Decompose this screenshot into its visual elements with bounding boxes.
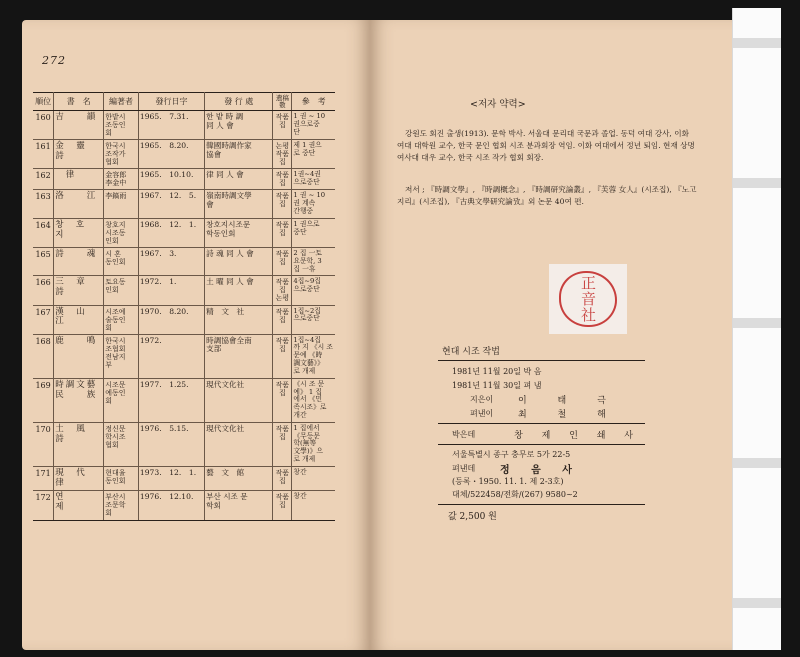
table-cell-title: 연 제 [54,491,104,520]
table-cell-genre: 작품 집 [273,466,292,491]
table-cell-genre: 작품 집 [273,190,292,218]
table-cell-publisher: 韓國時調作家 協會 [205,140,273,169]
table-cell-date: 1970. 8.20. [138,305,204,334]
table-row [33,218,335,247]
table-cell-genre: 작품 집 [273,305,292,334]
table-row [33,140,335,169]
table-row [33,491,335,520]
table-header [33,93,335,111]
table-cell-note: 창간 [292,491,335,520]
table-cell-editor: 현대율 동인회 [104,466,139,491]
table-cell-note: 1 권 ~ 10 권으로중 단 [292,111,335,140]
table-cell-genre: 작품 집 [273,247,292,275]
table-cell-date: 1965. 8.20. [138,140,204,169]
colophon-printer [438,424,645,445]
table-cell-editor: 시 혼 동인회 [104,247,139,275]
table-cell-no: 165 [33,247,54,275]
table-cell-genre: 작품 집 [273,111,292,140]
col-header: 書 名 [54,93,104,111]
table-cell-title: 現 代 律 [54,466,104,491]
table-cell-publisher: 現代文化社 [205,422,273,466]
table-cell-date: 1977. 1.25. [138,378,204,422]
table-cell-editor: 시조예 술동인 회 [104,305,139,334]
table-cell-title: 時調文藝 民 族 [54,378,104,422]
table-cell-note: 1 권 ~ 10 권 계속 간행중 [292,190,335,218]
table-cell-no: 160 [33,111,54,140]
col-header: 發行日字 [138,93,204,111]
table-cell-publisher: 時調協會全南 支部 [205,334,273,378]
author-name: 이 태 극 [518,395,620,406]
table-cell-editor: 한국시 조작가 협회 [104,140,139,169]
table-cell-date: 1976. 12.10. [138,491,204,520]
table-cell-publisher: 창호지시조문 학동인회 [205,218,273,247]
table-cell-date: 1967. 3. [138,247,204,275]
address: 서울특별시 종구 충무로 5가 22-5 [452,450,571,459]
publisher-label: 펴낸데 [452,463,476,473]
table-cell-note: 1권~4권 으로중단 [292,169,335,190]
table-row [33,190,335,218]
table-cell-date: 1968. 12. 1. [138,218,204,247]
table-cell-genre: 작품 집 [273,218,292,247]
table-cell-no: 168 [33,334,54,378]
colophon-publisher [438,445,645,505]
table-cell-note: 제 1 권으 로 중단 [292,140,335,169]
table-cell-title: 漢 山 江 [54,305,104,334]
table-cell-no: 171 [33,466,54,491]
table-cell-editor: 토요동 인회 [104,276,139,305]
registration: (등록・1950. 11. 1. 제 2-3호) [452,477,564,486]
table-cell-note: 창간 [292,466,335,491]
author-row [442,392,641,406]
table-cell-no: 172 [33,491,54,520]
table-cell-date: 1972. 1. [138,276,204,305]
col-header: 遺稿 數 [273,93,292,111]
table-cell-title: 洛 江 [54,190,104,218]
table-cell-publisher: 土 曜 同 人 會 [205,276,273,305]
table-cell-editor: 정신문 학시조 협회 [104,422,139,466]
table-cell-editor: 시조문 예동인 회 [104,378,139,422]
table-cell-no: 161 [33,140,54,169]
table-row [33,334,335,378]
table-cell-publisher: 律 同 人 會 [205,169,273,190]
table-cell-editor: 金容郎 李金中 [104,169,139,190]
printer-label: 박은데 [452,429,476,439]
table-cell-note: 《시 조 문 예》 1 집 에서 《민 족시조》로 개간 [292,378,335,422]
table-row [33,111,335,140]
price: 값 2,500 원 [448,512,497,522]
table-row [33,305,335,334]
table-cell-editor: 한국시 조협회 전남지 부 [104,334,139,378]
table-cell-editor: 부산시 조문학 회 [104,491,139,520]
publisher-person-row [442,406,641,420]
table-cell-note: 1집~2집 으로중단 [292,305,335,334]
table-row [33,169,335,190]
table-cell-note: 1 집에서 《무등문 학(無等 文學)》으 로 개제 [292,422,335,466]
publisher-name: 정 음 사 [500,464,581,476]
table-cell-no: 162 [33,169,54,190]
table-cell-note: 1 권으로 중단 [292,218,335,247]
seal-text: 正音社 [579,275,597,323]
table-cell-no: 166 [33,276,54,305]
table-row [33,247,335,275]
table-cell-title: 詩 魂 [54,247,104,275]
col-header: 參 考 [292,93,335,111]
author-label: 지은이 [470,394,494,404]
table-cell-no: 167 [33,305,54,334]
table-cell-genre: 논평 작품 집 [273,140,292,169]
table-cell-publisher: 現代文化社 [205,378,273,422]
author-heading: <저자 약력> [470,99,526,110]
col-header: 編著者 [104,93,139,111]
col-header: 順位 [33,93,54,111]
table-cell-genre: 작품 집 [273,334,292,378]
table-cell-publisher: 부산 시조 문 학회 [205,491,273,520]
table-cell-no: 163 [33,190,54,218]
table-cell-date: 1976. 5.15. [138,422,204,466]
table-cell-date: 1967. 12. 5. [138,190,204,218]
publisher-person-name: 최 철 해 [518,409,620,420]
issued-date: 1981년 11월 30일 펴 냄 [452,380,542,390]
colophon-title: 현대 시조 작법 [438,344,645,361]
table-cell-date: 1965. 7.31. [138,111,204,140]
table-cell-title: 三 章 詩 [54,276,104,305]
table-cell-editor: 李鎬雨 [104,190,139,218]
table-cell-date: 1972. [138,334,204,378]
table-cell-date: 1965. 10.10. [138,169,204,190]
table-cell-editor: 한밭시 조동인 회 [104,111,139,140]
table-cell-title: 鹿 鳴 [54,334,104,378]
table-cell-publisher: 藝 文 館 [205,466,273,491]
table-cell-publisher: 精 文 社 [205,305,273,334]
page-number: 272 [42,54,66,67]
printed-date: 1981년 11월 20일 박 음 [452,366,542,376]
table-cell-genre: 작품 집 [273,378,292,422]
table-cell-title: 律 [54,169,104,190]
table-cell-date: 1973. 12. 1. [138,466,204,491]
phone: 대체/522458/전화/(267) 9580~2 [452,490,578,499]
table-cell-note: 1집~4집 까 지 《시 조 문예 《時 調文藝》》 로 개제 [292,334,335,378]
table-cell-editor: 창호지 시조동 인회 [104,218,139,247]
anthology-table [33,92,335,521]
table-cell-no: 169 [33,378,54,422]
table-cell-no: 164 [33,218,54,247]
table-cell-genre: 작품 집 [273,169,292,190]
table-cell-note: 2 집 一토 요문학, 3 집 一휴 [292,247,335,275]
table-cell-title: 土 風 詩 [54,422,104,466]
seal-label [549,264,627,334]
table-row [33,422,335,466]
publisher-person-label: 펴낸이 [470,408,494,418]
table-cell-genre: 작품 집 [273,422,292,466]
col-header: 發 行 處 [205,93,273,111]
table-cell-genre: 작품 집 논평 [273,276,292,305]
table-cell-note: 4집~9집 으로중단 [292,276,335,305]
publisher-row [442,461,641,475]
table-cell-publisher: 嶺南時調文學 會 [205,190,273,218]
colophon-dates [438,361,645,424]
publisher-seal [559,271,617,327]
table-row [33,276,335,305]
table-cell-genre: 작품 집 [273,491,292,520]
table-cell-title: 金 靈 詩 [54,140,104,169]
table-row [33,378,335,422]
back-sheet [732,8,781,650]
table-cell-no: 170 [33,422,54,466]
author-bio: 강원도 회진 출생(1913). 문학 박사. 서울대 문리대 국문과 졸업. 동덕 여대 강사, 이화 여대 대학원 교수, 한국 문인 협회 시조 분과회장 역임. 이화 여대에서 정년 퇴임. 현재 상명 여사대 대우 교수, 한국 시조 작가 협회 회장. [397,129,695,163]
table-cell-title: 吉 韻 [54,111,104,140]
author-works: 저서 ; 『時調文學』, 『時調概念』, 『時調研究論叢』, 『芙蓉 女人』(시조집), 『노고지리』(시조집), 『古典文學研究論攷』외 논문 40여 편. [397,185,697,207]
table-cell-publisher: 한 밭 時 調 同 人 會 [205,111,273,140]
printer-row [442,427,641,441]
table-row [33,466,335,491]
colophon [438,344,645,522]
table-cell-title: 창 호 지 [54,218,104,247]
printer-name: 창 제 인 쇄 사 [514,430,641,441]
table-cell-publisher: 詩 魂 同 人 會 [205,247,273,275]
right-page [370,20,732,650]
